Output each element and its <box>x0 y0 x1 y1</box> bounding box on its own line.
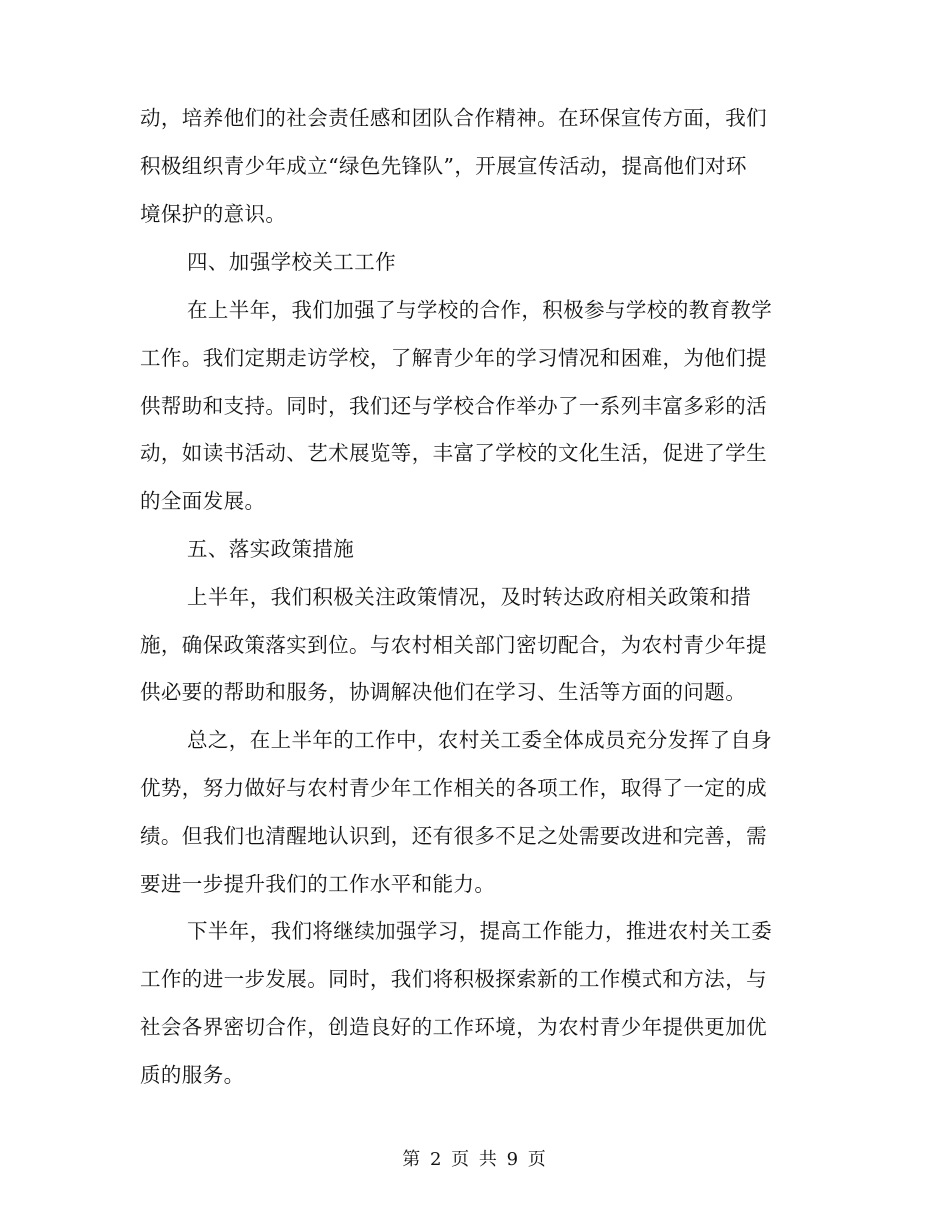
paragraph-line: 绩。但我们也清醒地认识到，还有很多不足之处需要改进和完善，需 <box>140 824 767 848</box>
paragraph-line: 积极组织青少年成立“绿色先锋队”，开展宣传活动，提高他们对环 <box>140 154 747 178</box>
paragraph-line: 动，培养他们的社会责任感和团队合作精神。在环保宣传方面，我们 <box>140 106 767 130</box>
paragraph-line: 供帮助和支持。同时，我们还与学校合作举办了一系列丰富多彩的活 <box>140 394 767 418</box>
section-heading: 四、加强学校关工工作 <box>187 250 396 274</box>
paragraph-line: 优势，努力做好与农村青少年工作相关的各项工作，取得了一定的成 <box>140 776 767 800</box>
paragraph-line: 的全面发展。 <box>140 489 266 513</box>
paragraph-line: 境保护的意识。 <box>140 202 287 226</box>
paragraph-line: 动，如读书活动、艺术展览等，丰富了学校的文化生活，促进了学生 <box>140 441 767 465</box>
paragraph-line: 要进一步提升我们的工作水平和能力。 <box>140 872 496 896</box>
paragraph-line: 供必要的帮助和服务，协调解决他们在学习、生活等方面的问题。 <box>140 680 747 704</box>
paragraph-line: 社会各界密切合作，创造良好的工作环境，为农村青少年提供更加优 <box>140 1015 767 1039</box>
paragraph-line: 工作的进一步发展。同时，我们将积极探索新的工作模式和方法，与 <box>140 967 767 991</box>
page-number-footer: 第 2 页 共 9 页 <box>402 1149 548 1170</box>
paragraph-line: 总之，在上半年的工作中，农村关工委全体成员充分发挥了自身 <box>187 728 773 752</box>
section-heading: 五、落实政策措施 <box>187 537 355 561</box>
paragraph-line: 质的服务。 <box>140 1063 245 1087</box>
paragraph-line: 在上半年，我们加强了与学校的合作，积极参与学校的教育教学 <box>187 298 773 322</box>
paragraph-line: 下半年，我们将继续加强学习，提高工作能力，推进农村关工委 <box>187 919 773 943</box>
paragraph-line: 工作。我们定期走访学校，了解青少年的学习情况和困难，为他们提 <box>140 346 767 370</box>
paragraph-line: 施，确保政策落实到位。与农村相关部门密切配合，为农村青少年提 <box>140 633 767 657</box>
paragraph-line: 上半年，我们积极关注政策情况，及时转达政府相关政策和措 <box>187 585 752 609</box>
